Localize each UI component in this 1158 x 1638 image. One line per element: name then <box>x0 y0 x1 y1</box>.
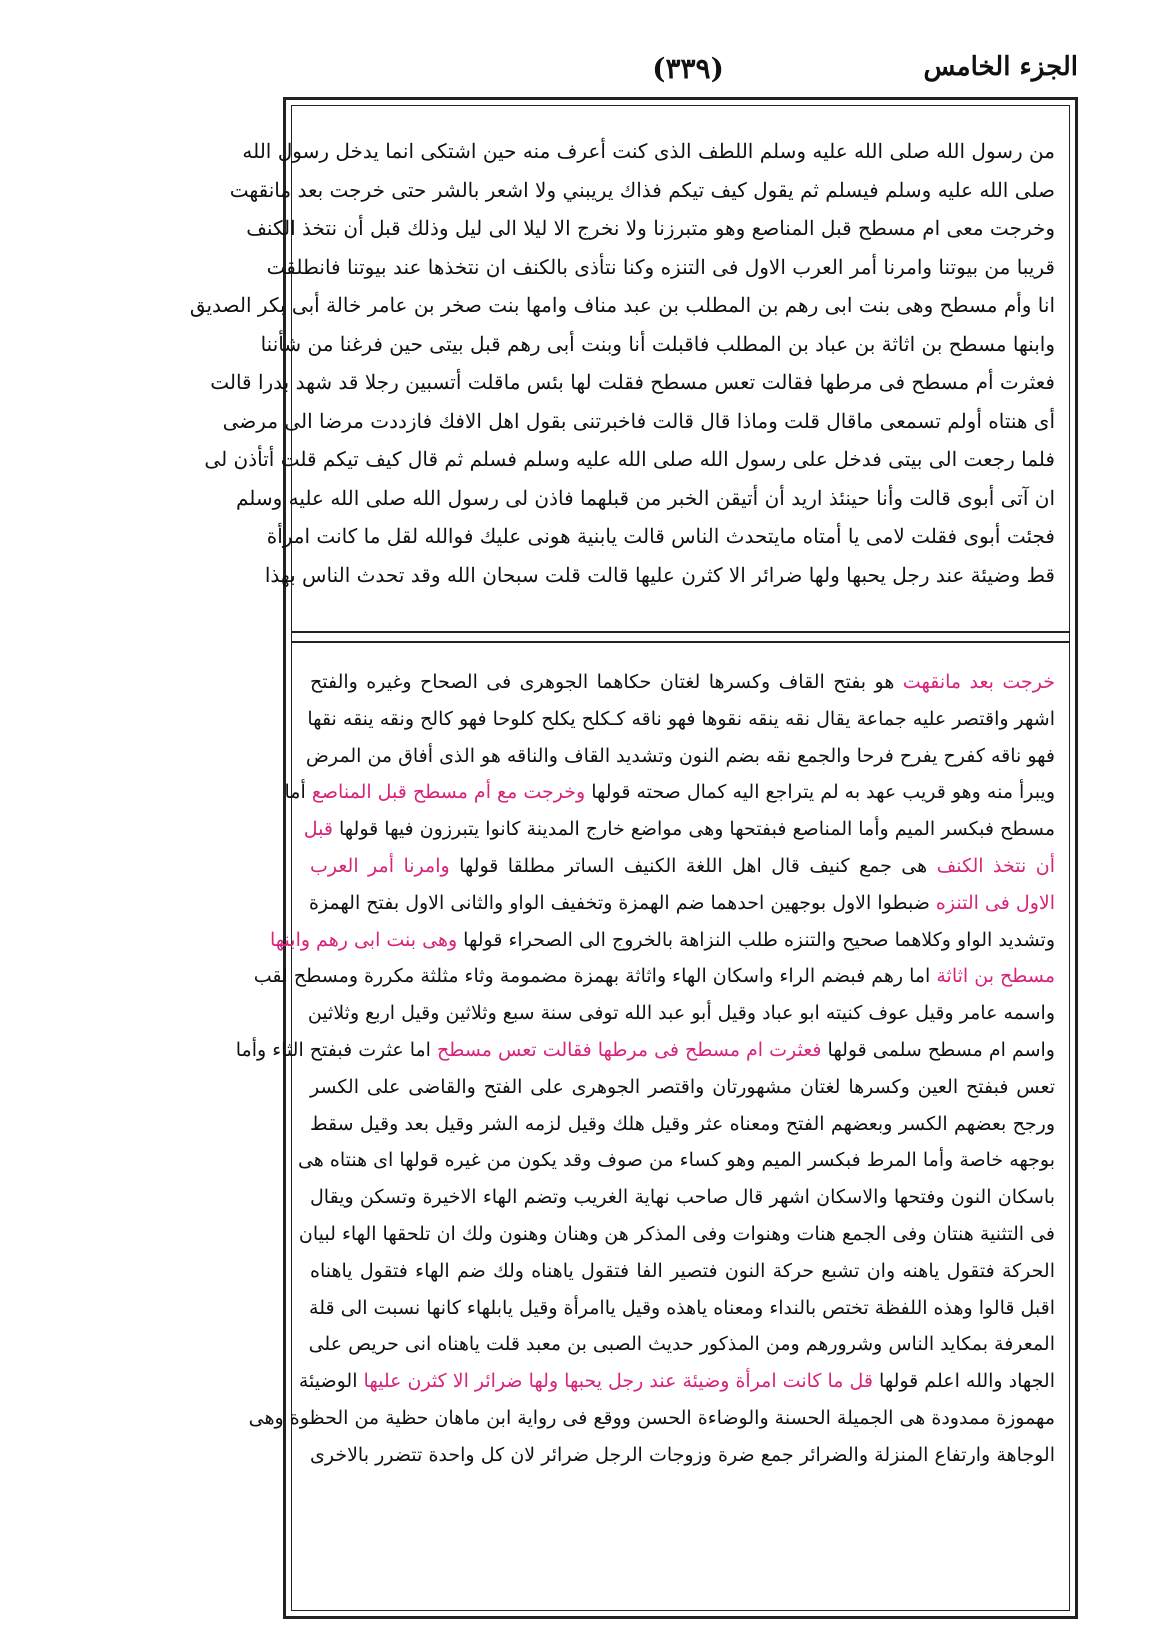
text-run: باسكان النون وفتحها والاسكان اشهر قال صاحب نهاية الغريب وتضم الهاء الاخيرة وتسكن ويقال <box>310 1186 1055 1209</box>
text-run: فلما رجعت الى بيتى فدخل على رسول الله صلى الله عليه وسلم فسلم ثم قال كيف تيكم قلت أتأذن لى <box>204 447 1055 471</box>
highlighted-phrase: فعثرت ام مسطح فى مرطها فقالت تعس مسطح <box>437 1038 822 1061</box>
hadith-line <box>229 171 1055 210</box>
text-run: اقبل قالوا وهذه اللفظة تختص بالنداء ومعناه ياهذه وقيل ياامرأة وقيل يابلهاء كانها نسبت الى قلة <box>309 1296 1055 1319</box>
text-run: مهموزة ممدودة هى الجميلة الحسنة والوضاءة الحسن ووقع فى رواية ابن ماهان حظية من الحظوة وهى <box>248 1406 1055 1429</box>
hadith-line <box>204 440 1055 479</box>
hadith-line <box>264 556 1055 595</box>
highlighted-phrase: الاول فى التنزه <box>935 891 1055 914</box>
page-header <box>283 52 1078 92</box>
text-run: اشهر واقتصر عليه جماعة يقال نقه ينقه نقوها فهو ناقه كـكلح يكلح كلوحا فهو كالح ونقه ينقه نقها <box>307 707 1055 730</box>
commentary-line <box>270 922 1055 959</box>
commentary-line <box>307 995 1055 1032</box>
text-run: بوجهه خاصة وأما المرط فبكسر الميم وهو كساء من صوف وقد يكون من غيره قولها اى هنتاه هى <box>297 1149 1055 1172</box>
text-run: فى التثنية هنتان وفى الجمع هنات وهنوات وفى المذكر هن وهنان وهنون ولك ان تلحقها الهاء لبيان <box>298 1222 1055 1245</box>
text-run: أما <box>284 781 312 804</box>
commentary-line <box>298 1363 1055 1400</box>
commentary-line <box>310 1326 1055 1363</box>
text-run: ورجح بعضهم الكسر وبعضهم الفتح ومعناه عثر وقيل هلك وقيل لزمه الشر وقيل بعد وقيل سقط <box>310 1112 1055 1135</box>
commentary-line <box>310 1069 1055 1106</box>
section-divider <box>292 631 1069 643</box>
commentary-text <box>235 664 1056 1474</box>
hadith-text <box>189 132 1055 594</box>
hadith-line <box>260 325 1055 364</box>
hadith-line <box>189 286 1055 325</box>
text-run: ان آتى أبوى قالت وأنا حينئذ اريد أن أتيقن الخبر من قبلهما فاذن لى رسول الله صلى الله عليه وسلم <box>235 485 1055 510</box>
text-run: وابنها مسطح بن اثاثة بن عباد بن المطلب فاقبلت أنا وبنت أبى رهم قبل بيتى حين فرغنا من شأننا <box>260 331 1055 356</box>
text-run: واسم ام مسطح سلمى قولها <box>821 1038 1055 1061</box>
hadith-line <box>246 209 1055 248</box>
text-run: هو بفتح القاف وكسرها لغتان حكاهما الجوهرى فى الصحاح وغيره والفتح <box>310 671 903 693</box>
commentary-line <box>307 701 1055 738</box>
text-run: واسمه عامر وقيل عوف كنيته ابو عباد وقيل أبو عبد الله توفى سنة سبع وثلاثين وقيل اربع وثلاثين <box>307 1002 1055 1025</box>
highlighted-phrase: قل ما كانت امرأة وضيئة عند رجل يحبها ولها ضرائر الا كثرن عليها <box>363 1370 873 1393</box>
text-run: وتشديد الواو وكلاهما صحيح والتنزه طلب النزاهة بالخروج الى الصحراء قولها <box>457 928 1055 951</box>
hadith-line <box>266 517 1055 556</box>
highlighted-phrase: وامرنا أمر العرب <box>310 854 450 877</box>
commentary-line <box>310 1106 1055 1143</box>
highlighted-phrase: مسطح بن اثاثة <box>936 965 1055 988</box>
text-run: هى جمع كنيف قال اهل اللغة الكنيف الساتر مطلقا قولها <box>449 854 937 877</box>
text-run: وخرجت معى ام مسطح قبل المناصع وهو متبرزنا ولا نخرج الا ليلا الى ليل وذلك قبل أن نتخذ الكنف <box>246 216 1055 240</box>
text-run: أى هنتاه أولم تسمعى ماقال قلت وماذا قال قالت فاخبرتنى بقول اهل الافك فازددت مرضا الى مرضى <box>222 408 1055 433</box>
commentary-line <box>298 1216 1055 1253</box>
hadith-line <box>266 248 1055 287</box>
text-run: الوجاهة وارتفاع المنزلة والضرائر جمع ضرة وزوجات الرجل ضرائر لان كل واحدة تتضرر بالاخرى <box>310 1443 1055 1466</box>
part-title: الجزء الخامس <box>923 52 1078 82</box>
text-run: فعثرت أم مسطح فى مرطها فقالت تعس مسطح فقلت لها بئس ماقلت أتسبين رجلا قد شهد بدرا قالت <box>210 370 1055 394</box>
text-run: صلى الله عليه وسلم فيسلم ثم يقول كيف تيكم فذاك يريبني ولا اشعر بالشر حتى خرجت بعد مانقهت <box>229 177 1055 202</box>
text-run: الحركة فتقول ياهنه وان تشبع حركة النون فتصير الفا فتقول ياهناه ولك ضم الهاء فتقول ياهناه <box>310 1259 1056 1282</box>
commentary-line <box>248 1400 1055 1437</box>
commentary-line <box>235 1032 1055 1069</box>
text-run: انا وأم مسطح وهى بنت ابى رهم بن المطلب بن عبد مناف وامها بنت صخر بن عامر خالة أبى بكر الصديق <box>189 293 1055 317</box>
text-run: قط وضيئة عند رجل يحبها ولها ضرائر الا كثرن عليها قالت قلت سبحان الله وقد تحدث الناس بهذا <box>264 562 1055 587</box>
page-number: (٣٣٩) <box>652 52 724 85</box>
commentary-line <box>310 1437 1055 1474</box>
text-run: اما عثرت فبفتح الثاء وأما <box>235 1038 437 1061</box>
commentary-line <box>310 664 1055 701</box>
text-run: قريبا من بيوتنا وامرنا أمر العرب الاول فى التنزه وكنا نتأذى بالكنف ان نتخذها عند بيوتنا فانطلقت <box>266 254 1055 279</box>
text-run: من رسول الله صلى الله عليه وسلم اللطف الذى كنت أعرف منه حين اشتكى انما يدخل رسول الله <box>242 139 1055 163</box>
text-run: فجئت أبوى فقلت لامى يا أمتاه مايتحدث الناس قالت يابنية هونى عليك فوالله لقل ما كانت امرأة <box>266 524 1055 548</box>
commentary-line <box>310 1290 1055 1327</box>
text-run: فهو ناقه كفرح يفرح فرحا والجمع نقه بضم النون وتشديد القاف والناقه هو الذى أفاق من المرض <box>305 744 1055 767</box>
text-run: الوضيئة <box>298 1370 364 1393</box>
hadith-line <box>210 363 1055 402</box>
commentary-line <box>310 1253 1055 1290</box>
text-run: ضبطوا الاول بوجهين احدهما ضم الهمزة وتخفيف الواو والثانى الاول بفتح الهمزة <box>308 891 936 914</box>
text-run: تعس فبفتح العين وكسرها لغتان مشهورتان واقتصر الجوهرى على الفتح والقاضى على الكسر <box>310 1075 1055 1098</box>
commentary-line <box>305 738 1055 775</box>
text-run: الجهاد والله اعلم قولها <box>872 1370 1055 1393</box>
text-run: ويبرأ منه وهو قريب عهد به لم يتراجع اليه كمال صحته قولها <box>585 781 1055 804</box>
hadith-line <box>222 402 1055 441</box>
page-frame <box>189 97 1078 1619</box>
highlighted-phrase: أن نتخذ الكنف <box>936 854 1055 877</box>
hadith-line <box>242 132 1055 171</box>
highlighted-phrase: خرجت بعد مانقهت <box>902 671 1055 693</box>
commentary-line <box>310 848 1055 885</box>
text-run: اما رهم فبضم الراء واسكان الهاء واثاثة بهمزة مضمومة وثاء مثلثة مكررة ومسطح لقب <box>253 965 937 988</box>
commentary-line <box>310 885 1055 922</box>
commentary-line <box>284 774 1055 811</box>
commentary-line <box>253 958 1055 995</box>
commentary-line <box>303 811 1055 848</box>
highlighted-phrase: وهى بنت ابى رهم وابنها <box>270 928 458 951</box>
commentary-line <box>297 1142 1055 1179</box>
hadith-line <box>235 479 1055 518</box>
text-run: مسطح فبكسر الميم وأما المناصع فبفتحها وهى مواضع خارج المدينة كانوا يتبرزون فيها قولها <box>332 818 1055 841</box>
text-run: المعرفة بمكايد الناس وشرورهم ومن المذكور حديث الصبى بن معبد قلت ياهناه انى حريص على <box>308 1333 1055 1356</box>
commentary-line <box>310 1179 1055 1216</box>
highlighted-phrase: وخرجت مع أم مسطح قبل المناصع <box>311 781 586 804</box>
page-frame-inner <box>189 105 1070 1611</box>
highlighted-phrase: قبل <box>303 818 333 841</box>
